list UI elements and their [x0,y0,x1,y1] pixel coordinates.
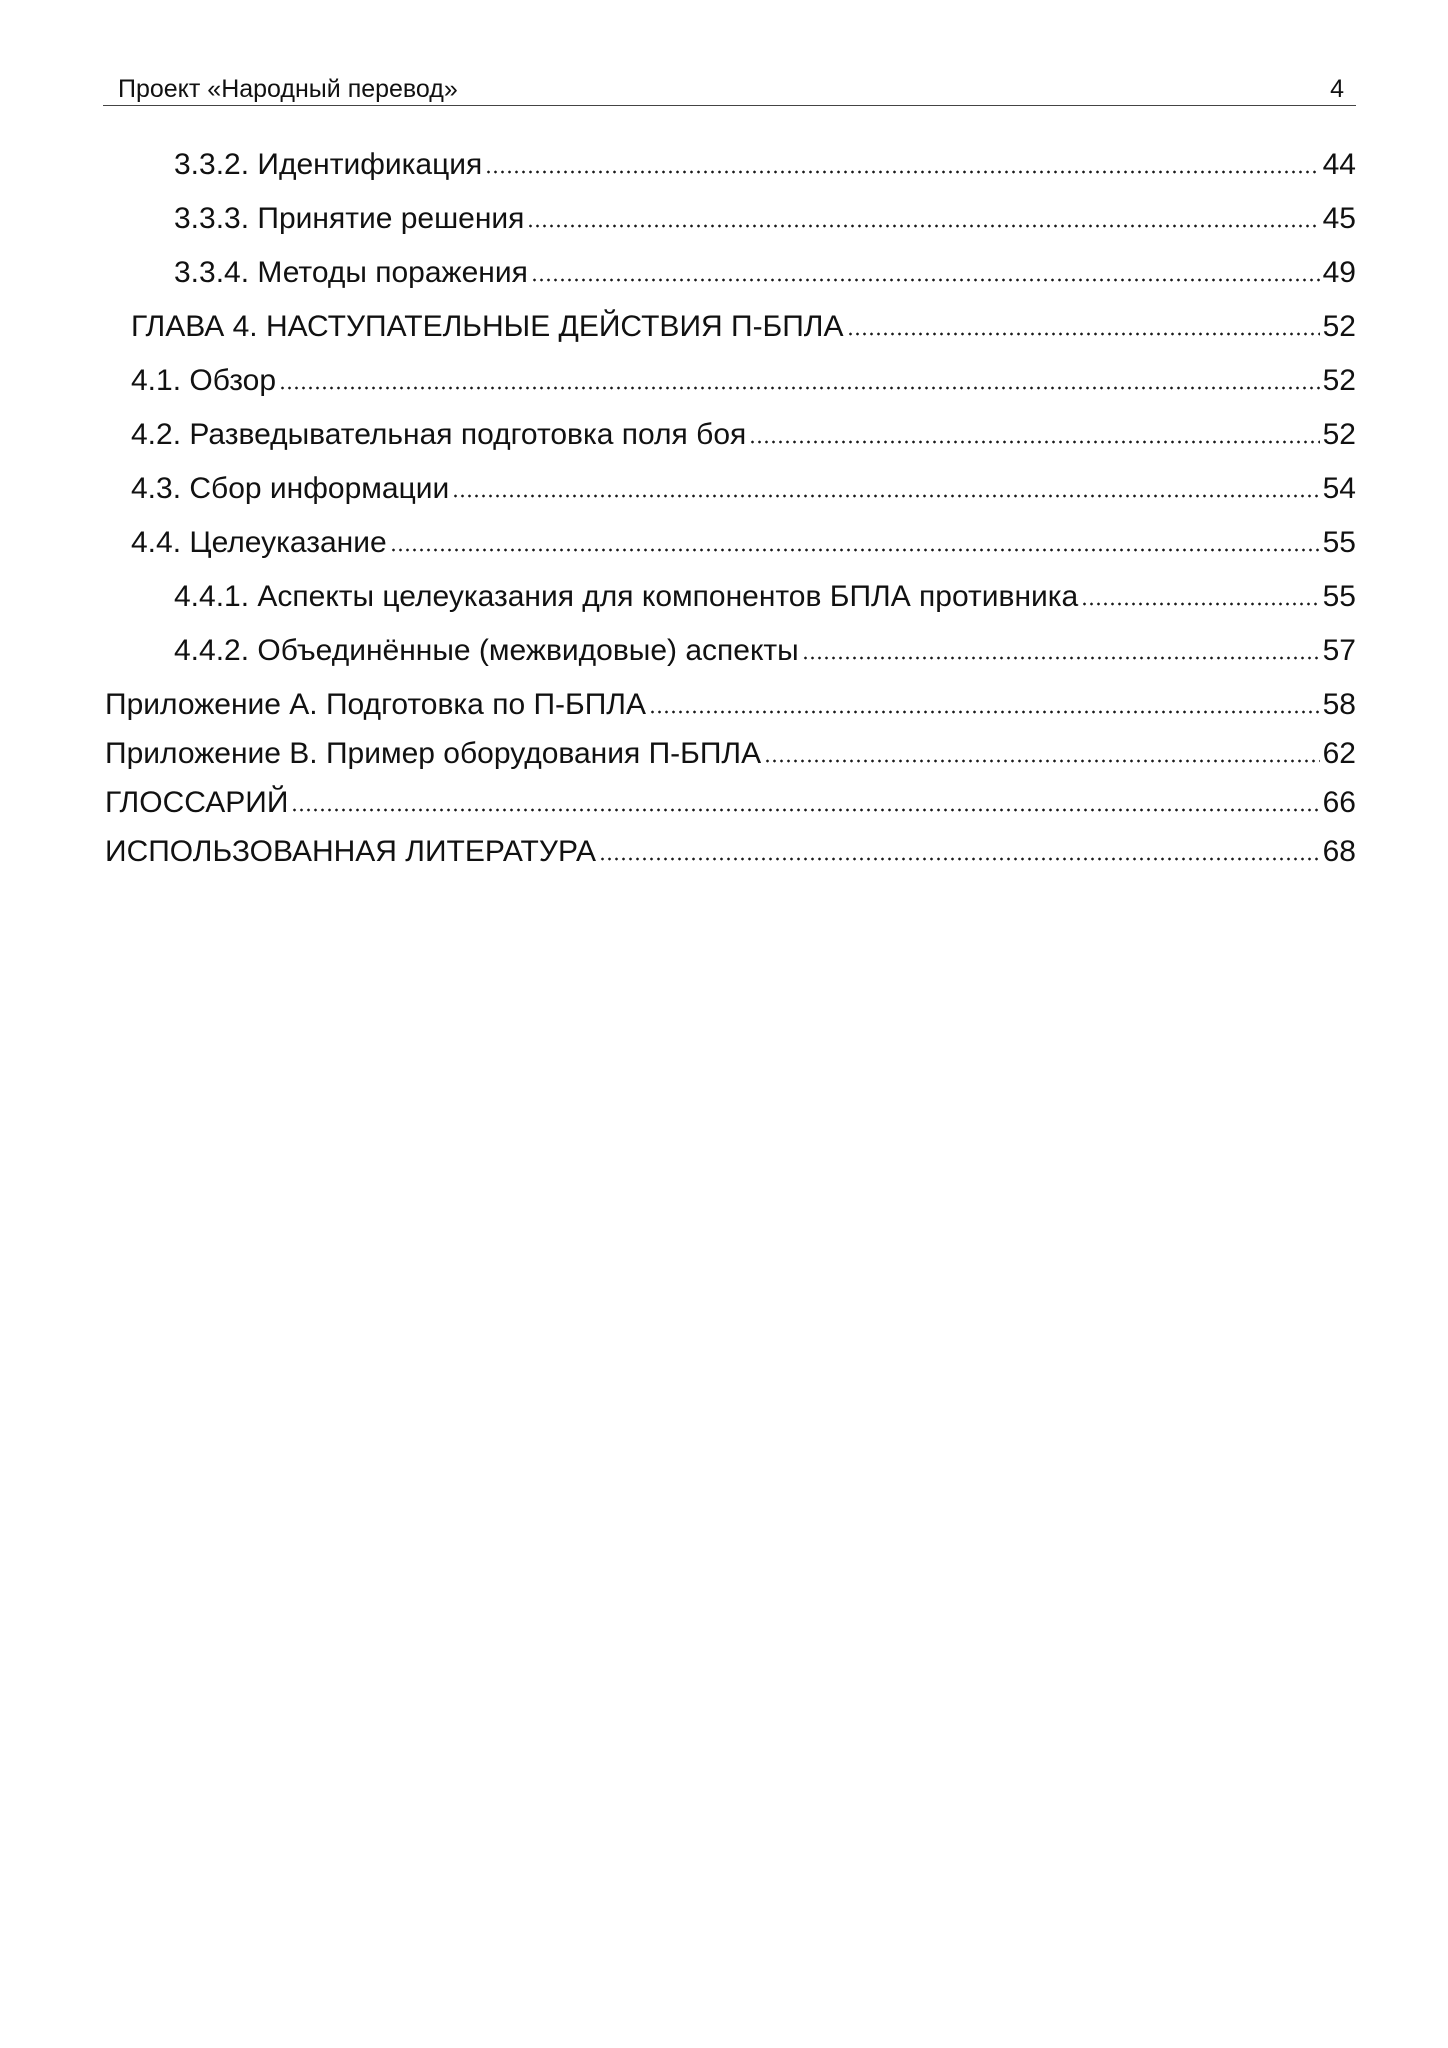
toc-entry-title: ГЛАВА 4. НАСТУПАТЕЛЬНЫЕ ДЕЙСТВИЯ П-БПЛА [131,310,844,343]
toc-entry-4-1[interactable] [131,361,1356,401]
toc-entry-title: 4.3. Сбор информации [131,472,450,505]
header-title: Проект «Народный перевод» [118,75,458,103]
dot-leader [649,708,1320,716]
toc-entry-appendix-b[interactable] [105,734,1356,774]
toc-entry-page: 44 [1322,148,1356,181]
dot-leader [749,438,1320,446]
toc-entry-title: 4.1. Обзор [131,364,277,397]
table-of-contents [0,0,1448,900]
header-page-number: 4 [1330,75,1344,103]
dot-leader [847,330,1321,338]
dot-leader [599,855,1320,863]
toc-entry-page: 49 [1322,256,1356,289]
toc-entry-4-2[interactable] [131,415,1356,455]
toc-entry-title: Приложение В. Пример оборудования П-БПЛА [105,737,762,770]
toc-entry-title: Приложение А. Подготовка по П-БПЛА [105,688,646,721]
toc-entry-title: 4.4. Целеуказание [131,526,387,559]
toc-entry-page: 55 [1322,526,1356,559]
toc-entry-4-4-2[interactable] [174,631,1356,671]
toc-entry-title: ГЛОССАРИЙ [105,786,289,819]
toc-entry-page: 45 [1322,202,1356,235]
toc-entry-references[interactable] [105,832,1356,872]
dot-leader [291,806,1320,814]
dot-leader [527,222,1320,230]
toc-entry-title: 4.2. Разведывательная подготовка поля боя [131,418,747,451]
toc-entry-page: 57 [1322,634,1356,667]
toc-entry-page: 55 [1322,580,1356,613]
toc-entry-chapter-4[interactable] [131,307,1356,347]
toc-entry-4-4[interactable] [131,523,1356,563]
dot-leader [802,654,1320,662]
dot-leader [279,384,1320,392]
toc-entry-title: ИСПОЛЬЗОВАННАЯ ЛИТЕРАТУРА [105,835,596,868]
toc-entry-appendix-a[interactable] [105,685,1356,725]
toc-entry-4-3[interactable] [131,469,1356,509]
toc-entry-title: 3.3.4. Методы поражения [174,256,528,289]
toc-entry-page: 52 [1322,418,1356,451]
toc-entry-page: 66 [1322,786,1356,819]
dot-leader [764,757,1320,765]
dot-leader [485,168,1320,176]
dot-leader [531,276,1320,284]
toc-entry-page: 68 [1322,835,1356,868]
dot-leader [452,492,1320,500]
toc-entry-4-4-1[interactable] [174,577,1356,617]
toc-entry-3-3-2[interactable] [174,145,1356,185]
toc-entry-glossary[interactable] [105,783,1356,823]
dot-leader [1081,600,1320,608]
toc-entry-title: 4.4.1. Аспекты целеуказания для компонентов БПЛА противника [174,580,1079,613]
toc-entry-title: 4.4.2. Объединённые (межвидовые) аспекты [174,634,799,667]
toc-entry-title: 3.3.2. Идентификация [174,148,483,181]
toc-entry-3-3-3[interactable] [174,199,1356,239]
toc-entry-page: 58 [1322,688,1356,721]
toc-entry-page: 54 [1322,472,1356,505]
toc-entry-page: 52 [1322,310,1356,343]
toc-entry-3-3-4[interactable] [174,253,1356,293]
toc-entry-page: 62 [1322,737,1356,770]
dot-leader [390,546,1320,554]
toc-entry-page: 52 [1322,364,1356,397]
toc-entry-title: 3.3.3. Принятие решения [174,202,525,235]
